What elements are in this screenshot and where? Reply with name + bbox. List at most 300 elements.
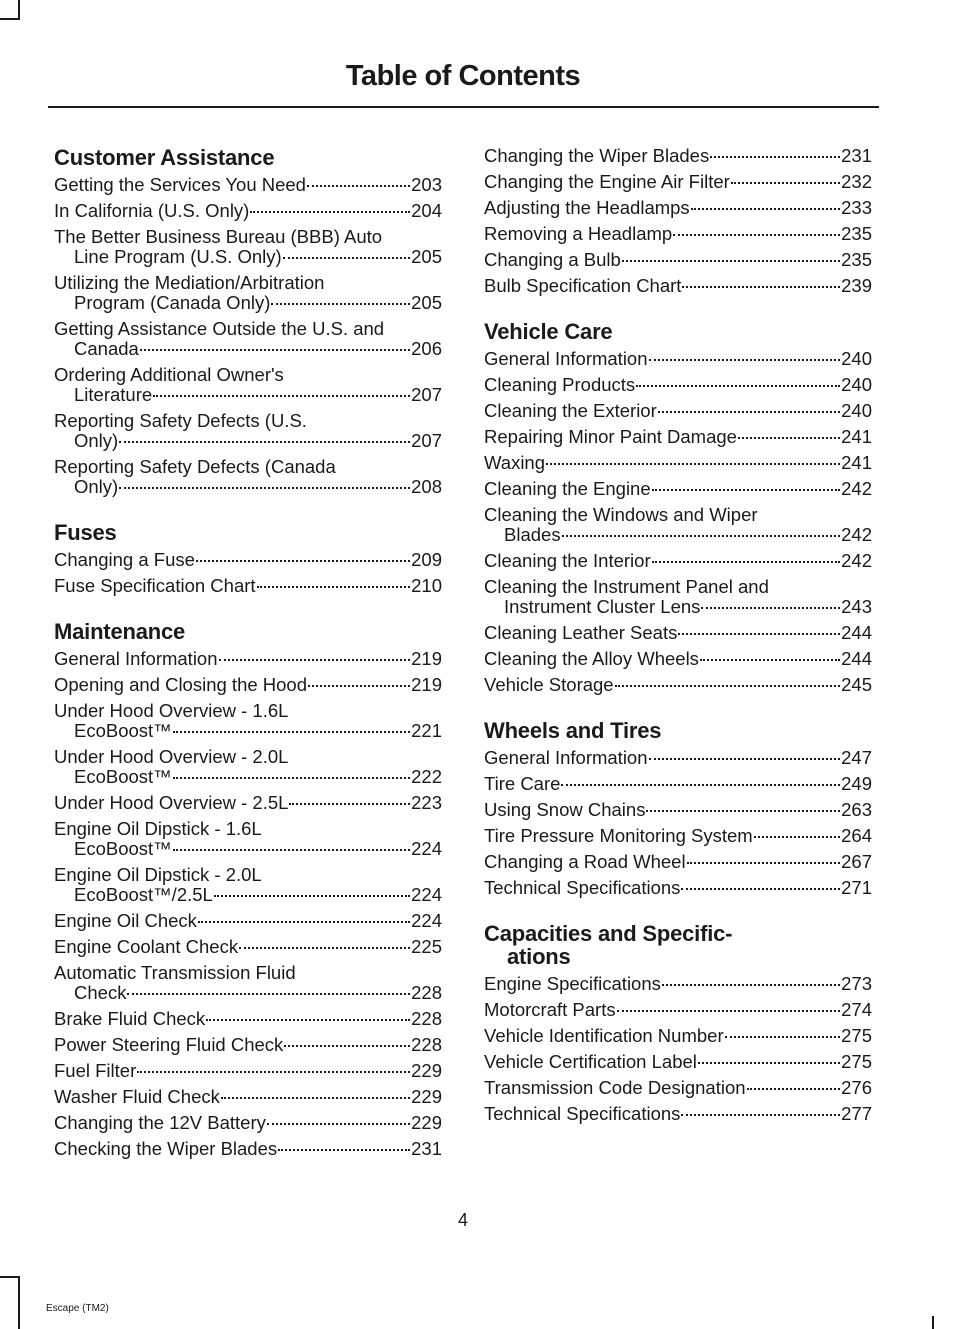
toc-entry-title: Cleaning the Interior bbox=[484, 550, 651, 571]
toc-entry-page: 219 bbox=[411, 648, 442, 669]
section-heading-text: Fuses bbox=[54, 520, 117, 545]
toc-entry-line bbox=[54, 1035, 442, 1055]
crop-mark bbox=[932, 1316, 934, 1329]
dot-leader bbox=[214, 895, 410, 897]
dot-leader bbox=[562, 535, 841, 537]
dot-leader bbox=[652, 561, 841, 563]
toc-entry-title: Only) bbox=[74, 476, 119, 497]
toc-entry-line bbox=[484, 479, 872, 499]
toc-entry[interactable] bbox=[484, 551, 872, 571]
dot-leader bbox=[691, 208, 840, 210]
toc-entry[interactable] bbox=[54, 457, 442, 497]
dot-leader bbox=[308, 685, 410, 687]
toc-entry-page: 221 bbox=[411, 720, 442, 741]
toc-entry-line bbox=[484, 623, 872, 643]
toc-entry-line bbox=[54, 339, 442, 359]
dot-leader bbox=[681, 1114, 840, 1116]
dot-leader bbox=[649, 758, 841, 760]
toc-entry-line bbox=[54, 576, 442, 596]
toc-entry-page: 207 bbox=[411, 430, 442, 451]
toc-entry-page: 206 bbox=[411, 338, 442, 359]
toc-entry-title: General Information bbox=[54, 648, 218, 669]
toc-entry-title: Technical Specifications bbox=[484, 877, 681, 898]
toc-entry[interactable] bbox=[54, 576, 442, 596]
toc-entry-page: 229 bbox=[411, 1086, 442, 1107]
toc-entry-page: 243 bbox=[841, 596, 872, 617]
dot-leader bbox=[652, 489, 840, 491]
toc-entry-page: 233 bbox=[841, 197, 872, 218]
dot-leader bbox=[682, 286, 840, 288]
toc-entry[interactable] bbox=[54, 175, 442, 195]
toc-entry[interactable] bbox=[54, 649, 442, 669]
toc-entry-title: Line Program (U.S. Only) bbox=[74, 246, 282, 267]
section-heading bbox=[484, 719, 872, 742]
toc-entry-title: Changing the Wiper Blades bbox=[484, 145, 710, 166]
toc-entry[interactable] bbox=[54, 675, 442, 695]
toc-entry-title: EcoBoost™ bbox=[74, 766, 172, 787]
toc-entry[interactable] bbox=[54, 1061, 442, 1081]
toc-entry-text: Getting Assistance Outside the U.S. and bbox=[54, 318, 385, 339]
dot-leader bbox=[283, 257, 410, 259]
toc-entry[interactable] bbox=[54, 227, 442, 267]
toc-entry-title: Cleaning the Alloy Wheels bbox=[484, 648, 699, 669]
toc-entry[interactable] bbox=[54, 550, 442, 570]
toc-entry-text: Engine Oil Dipstick - 2.0L bbox=[54, 864, 262, 885]
toc-entry-line bbox=[54, 293, 442, 313]
toc-entry[interactable] bbox=[484, 1052, 872, 1072]
toc-entry-line bbox=[484, 427, 872, 447]
section-heading-text: Capacities and Specific- bbox=[484, 921, 733, 946]
toc-entry-title: Using Snow Chains bbox=[484, 799, 646, 820]
dot-leader bbox=[622, 260, 840, 262]
page-number: 4 bbox=[457, 1210, 468, 1230]
toc-entry[interactable] bbox=[54, 319, 442, 359]
toc-entry-line bbox=[484, 597, 872, 617]
toc-entry-line bbox=[484, 800, 872, 820]
dot-leader bbox=[662, 984, 840, 986]
toc-entry-title: Canada bbox=[74, 338, 139, 359]
toc-entry-page: 225 bbox=[411, 936, 442, 957]
toc-entry-title: EcoBoost™/2.5L bbox=[74, 884, 213, 905]
page-title: Table of Contents bbox=[345, 60, 581, 92]
toc-entry[interactable] bbox=[54, 1113, 442, 1133]
toc-entry-page: 240 bbox=[841, 374, 872, 395]
toc-entry-line bbox=[484, 349, 872, 369]
toc-entry[interactable] bbox=[54, 1009, 442, 1029]
toc-entry[interactable] bbox=[484, 224, 872, 244]
title-divider bbox=[48, 106, 879, 108]
toc-entry[interactable] bbox=[484, 1026, 872, 1046]
toc-entry-title: Only) bbox=[74, 430, 119, 451]
toc-entry[interactable] bbox=[54, 963, 442, 1003]
toc-entry-page: 241 bbox=[841, 426, 872, 447]
toc-entry-title: Fuse Specification Chart bbox=[54, 575, 256, 596]
toc-entry-line bbox=[54, 247, 442, 267]
toc-entry-page: 229 bbox=[411, 1112, 442, 1133]
toc-entry[interactable] bbox=[484, 250, 872, 270]
dot-leader bbox=[267, 1123, 410, 1125]
toc-entry-page: 239 bbox=[841, 275, 872, 296]
toc-entry-page: 275 bbox=[841, 1025, 872, 1046]
toc-entry-page: 210 bbox=[411, 575, 442, 596]
toc-entry-title: Cleaning the Engine bbox=[484, 478, 651, 499]
dot-leader bbox=[140, 349, 410, 351]
toc-entry-line bbox=[484, 401, 872, 421]
toc-entry[interactable] bbox=[484, 675, 872, 695]
toc-entry-title: Removing a Headlamp bbox=[484, 223, 673, 244]
toc-entry-text: Automatic Transmission Fluid bbox=[54, 962, 296, 983]
dot-leader bbox=[636, 385, 840, 387]
toc-entry-title: In California (U.S. Only) bbox=[54, 200, 250, 221]
toc-entry-title: Cleaning Leather Seats bbox=[484, 622, 678, 643]
toc-entry[interactable] bbox=[484, 427, 872, 447]
toc-entry[interactable] bbox=[484, 1104, 872, 1124]
toc-entry-line bbox=[484, 1000, 872, 1020]
toc-entry-line bbox=[54, 550, 442, 570]
section-heading-text: Vehicle Care bbox=[484, 319, 613, 344]
dot-leader bbox=[698, 1062, 840, 1064]
toc-entry[interactable] bbox=[54, 865, 442, 905]
toc-entry-line bbox=[484, 375, 872, 395]
toc-entry-text: Reporting Safety Defects (U.S. bbox=[54, 410, 307, 431]
toc-entry-page: 232 bbox=[841, 171, 872, 192]
dot-leader bbox=[239, 947, 410, 949]
toc-entry-title: EcoBoost™ bbox=[74, 838, 172, 859]
toc-entry-title: Technical Specifications bbox=[484, 1103, 681, 1124]
dot-leader bbox=[307, 185, 410, 187]
toc-entry[interactable] bbox=[484, 577, 872, 617]
dot-leader bbox=[119, 441, 410, 443]
toc-entry[interactable] bbox=[484, 172, 872, 192]
toc-entry-line bbox=[484, 774, 872, 794]
toc-entry-title: Instrument Cluster Lens bbox=[504, 596, 701, 617]
toc-entry-line bbox=[484, 1052, 872, 1072]
toc-entry-page: 235 bbox=[841, 223, 872, 244]
dot-leader bbox=[219, 659, 411, 661]
toc-entry-title: Changing a Fuse bbox=[54, 549, 195, 570]
toc-entry-text: Engine Oil Dipstick - 1.6L bbox=[54, 818, 262, 839]
toc-entry[interactable] bbox=[484, 349, 872, 369]
section-heading bbox=[484, 320, 872, 343]
toc-entry-page: 277 bbox=[841, 1103, 872, 1124]
dot-leader bbox=[561, 784, 840, 786]
toc-entry[interactable] bbox=[484, 146, 872, 166]
toc-entry-title: Under Hood Overview - 2.5L bbox=[54, 792, 289, 813]
toc-section bbox=[54, 521, 442, 596]
dot-leader bbox=[615, 685, 841, 687]
toc-entry-line bbox=[54, 911, 442, 931]
dot-leader bbox=[738, 437, 840, 439]
toc-entry-page: 219 bbox=[411, 674, 442, 695]
dot-leader bbox=[710, 156, 840, 158]
crop-mark bbox=[18, 0, 20, 20]
toc-entry-title: Blades bbox=[504, 524, 561, 545]
toc-entry[interactable] bbox=[54, 747, 442, 787]
toc-entry-title: Getting the Services You Need bbox=[54, 174, 306, 195]
toc-entry-line bbox=[484, 198, 872, 218]
toc-entry-page: 231 bbox=[841, 145, 872, 166]
dot-leader bbox=[206, 1019, 410, 1021]
toc-entry[interactable] bbox=[484, 401, 872, 421]
toc-entry[interactable] bbox=[484, 453, 872, 473]
toc-entry-page: 205 bbox=[411, 292, 442, 313]
toc-entry-page: 231 bbox=[411, 1138, 442, 1159]
toc-entry-title: Changing a Bulb bbox=[484, 249, 621, 270]
toc-entry[interactable] bbox=[484, 276, 872, 296]
dot-leader bbox=[687, 862, 841, 864]
toc-entry-title: Repairing Minor Paint Damage bbox=[484, 426, 737, 447]
toc-entry-page: 276 bbox=[841, 1077, 872, 1098]
toc-entry-page: 267 bbox=[841, 851, 872, 872]
toc-entry-line bbox=[484, 852, 872, 872]
footer-model-label: Escape (TM2) bbox=[46, 1303, 109, 1314]
toc-entry-line bbox=[54, 793, 442, 813]
toc-entry-title: Checking the Wiper Blades bbox=[54, 1138, 278, 1159]
toc-entry-page: 247 bbox=[841, 747, 872, 768]
toc-entry[interactable] bbox=[484, 826, 872, 846]
dot-leader bbox=[649, 359, 841, 361]
toc-entry[interactable] bbox=[484, 505, 872, 545]
toc-entry-line bbox=[54, 839, 442, 859]
toc-entry-line bbox=[484, 453, 872, 473]
dot-leader bbox=[119, 487, 410, 489]
toc-entry-line bbox=[54, 1139, 442, 1159]
toc-entry-line bbox=[484, 224, 872, 244]
toc-entry-title: Cleaning Products bbox=[484, 374, 636, 395]
dot-leader bbox=[725, 1036, 841, 1038]
toc-section bbox=[484, 719, 872, 898]
dot-leader bbox=[221, 1097, 410, 1099]
toc-section bbox=[54, 146, 442, 497]
toc-section bbox=[484, 922, 872, 1124]
toc-entry-page: 207 bbox=[411, 384, 442, 405]
toc-entry-line bbox=[484, 276, 872, 296]
toc-entry[interactable] bbox=[54, 1035, 442, 1055]
dot-leader bbox=[137, 1071, 410, 1073]
toc-entry-page: 205 bbox=[411, 246, 442, 267]
toc-entry-title: Fuel Filter bbox=[54, 1060, 137, 1081]
toc-entry-line bbox=[54, 675, 442, 695]
toc-entry-page: 244 bbox=[841, 622, 872, 643]
toc-section bbox=[54, 620, 442, 1159]
toc-entry-page: 242 bbox=[841, 550, 872, 571]
dot-leader bbox=[196, 560, 410, 562]
toc-entry-line bbox=[484, 826, 872, 846]
toc-entry-title: Power Steering Fluid Check bbox=[54, 1034, 284, 1055]
toc-entry[interactable] bbox=[484, 774, 872, 794]
toc-entry-title: Washer Fluid Check bbox=[54, 1086, 220, 1107]
toc-entry-title: Engine Coolant Check bbox=[54, 936, 239, 957]
toc-entry-title: General Information bbox=[484, 348, 648, 369]
toc-entry-line bbox=[54, 431, 442, 451]
toc-entry[interactable] bbox=[484, 852, 872, 872]
toc-entry-page: 208 bbox=[411, 476, 442, 497]
toc-entry-page: 235 bbox=[841, 249, 872, 270]
toc-entry-page: 228 bbox=[411, 1034, 442, 1055]
crop-mark bbox=[18, 1316, 20, 1329]
toc-entry-text: Under Hood Overview - 2.0L bbox=[54, 746, 289, 767]
toc-entry-page: 242 bbox=[841, 478, 872, 499]
toc-entry[interactable] bbox=[54, 819, 442, 859]
toc-entry-line bbox=[54, 1061, 442, 1081]
toc-entry-line bbox=[484, 1104, 872, 1124]
toc-entry-title: Vehicle Certification Label bbox=[484, 1051, 697, 1072]
toc-entry[interactable] bbox=[54, 1087, 442, 1107]
toc-entry-line bbox=[54, 937, 442, 957]
dot-leader bbox=[700, 659, 840, 661]
section-heading bbox=[484, 922, 872, 968]
toc-entry-page: 273 bbox=[841, 973, 872, 994]
dot-leader bbox=[173, 777, 410, 779]
toc-entry-title: Check bbox=[74, 982, 127, 1003]
dot-leader bbox=[678, 633, 840, 635]
toc-entry-page: 228 bbox=[411, 982, 442, 1003]
toc-entry-text: Reporting Safety Defects (Canada bbox=[54, 456, 336, 477]
toc-entry[interactable] bbox=[54, 911, 442, 931]
dot-leader bbox=[681, 888, 840, 890]
dot-leader bbox=[546, 463, 840, 465]
toc-entry-line bbox=[484, 675, 872, 695]
toc-entry[interactable] bbox=[54, 365, 442, 405]
toc-entry[interactable] bbox=[54, 793, 442, 813]
toc-entry-page: 224 bbox=[411, 910, 442, 931]
toc-entry-line bbox=[54, 385, 442, 405]
section-heading-continuation: ations bbox=[507, 944, 571, 969]
crop-mark bbox=[18, 1276, 20, 1316]
toc-entry-line bbox=[54, 983, 442, 1003]
toc-entry[interactable] bbox=[484, 1000, 872, 1020]
dot-leader bbox=[747, 1088, 841, 1090]
toc-entry-title: Vehicle Identification Number bbox=[484, 1025, 724, 1046]
toc-entry[interactable] bbox=[484, 375, 872, 395]
toc-entry-page: 209 bbox=[411, 549, 442, 570]
dot-leader bbox=[278, 1149, 410, 1151]
toc-entry[interactable] bbox=[484, 479, 872, 499]
toc-entry-title: Engine Oil Check bbox=[54, 910, 197, 931]
toc-entry[interactable] bbox=[484, 878, 872, 898]
toc-entry-line bbox=[484, 551, 872, 571]
toc-entry-title: Tire Pressure Monitoring System bbox=[484, 825, 753, 846]
toc-entry[interactable] bbox=[484, 649, 872, 669]
toc-entry-title: General Information bbox=[484, 747, 648, 768]
toc-entry-line bbox=[484, 1078, 872, 1098]
toc-section bbox=[484, 320, 872, 695]
dot-leader bbox=[257, 586, 411, 588]
toc-entry-line bbox=[54, 767, 442, 787]
toc-entry-title: Literature bbox=[74, 384, 153, 405]
toc-entry-title: Bulb Specification Chart bbox=[484, 275, 682, 296]
toc-entry[interactable] bbox=[484, 1078, 872, 1098]
toc-entry-page: 244 bbox=[841, 648, 872, 669]
toc-entry-page: 224 bbox=[411, 838, 442, 859]
toc-entry-line bbox=[484, 974, 872, 994]
toc-entry-page: 204 bbox=[411, 200, 442, 221]
toc-entry-line bbox=[54, 175, 442, 195]
dot-leader bbox=[284, 1045, 410, 1047]
section-heading bbox=[54, 521, 442, 544]
toc-right-column bbox=[484, 146, 872, 1148]
toc-entry-line bbox=[484, 878, 872, 898]
dot-leader bbox=[289, 803, 410, 805]
toc-entry-page: 271 bbox=[841, 877, 872, 898]
toc-entry-title: Motorcraft Parts bbox=[484, 999, 616, 1020]
toc-entry-title: Waxing bbox=[484, 452, 546, 473]
toc-entry[interactable] bbox=[54, 411, 442, 451]
section-heading bbox=[54, 620, 442, 643]
toc-entry-text: Utilizing the Mediation/Arbitration bbox=[54, 272, 325, 293]
dot-leader bbox=[173, 849, 410, 851]
toc-entry-text: Cleaning the Instrument Panel and bbox=[484, 576, 769, 597]
toc-entry[interactable] bbox=[54, 273, 442, 313]
toc-entry[interactable] bbox=[54, 701, 442, 741]
toc-entry[interactable] bbox=[484, 198, 872, 218]
toc-entry-page: 275 bbox=[841, 1051, 872, 1072]
toc-entry-text: Cleaning the Windows and Wiper bbox=[484, 504, 758, 525]
toc-entry-page: 241 bbox=[841, 452, 872, 473]
toc-entry-line bbox=[484, 649, 872, 669]
dot-leader bbox=[658, 411, 840, 413]
toc-entry-title: Cleaning the Exterior bbox=[484, 400, 657, 421]
toc-section bbox=[484, 146, 872, 296]
toc-entry-line bbox=[484, 146, 872, 166]
dot-leader bbox=[673, 234, 840, 236]
toc-entry-line bbox=[484, 172, 872, 192]
toc-entry-page: 203 bbox=[411, 174, 442, 195]
toc-entry-page: 263 bbox=[841, 799, 872, 820]
section-heading-text: Customer Assistance bbox=[54, 145, 275, 170]
dot-leader bbox=[198, 921, 410, 923]
toc-entry-line bbox=[54, 477, 442, 497]
dot-leader bbox=[153, 395, 410, 397]
toc-entry-title: Adjusting the Headlamps bbox=[484, 197, 690, 218]
toc-left-column bbox=[54, 146, 442, 1183]
dot-leader bbox=[127, 993, 410, 995]
toc-entry-page: 242 bbox=[841, 524, 872, 545]
toc-entry-line bbox=[54, 201, 442, 221]
toc-entry-title: Engine Specifications bbox=[484, 973, 661, 994]
toc-entry-page: 274 bbox=[841, 999, 872, 1020]
toc-entry-line bbox=[54, 721, 442, 741]
dot-leader bbox=[754, 836, 840, 838]
toc-entry[interactable] bbox=[484, 748, 872, 768]
toc-entry-title: Program (Canada Only) bbox=[74, 292, 271, 313]
toc-entry-title: Transmission Code Designation bbox=[484, 1077, 746, 1098]
dot-leader bbox=[271, 303, 410, 305]
toc-entry-title: Brake Fluid Check bbox=[54, 1008, 206, 1029]
dot-leader bbox=[646, 810, 840, 812]
crop-mark bbox=[0, 1276, 20, 1278]
toc-entry[interactable] bbox=[54, 1139, 442, 1159]
toc-entry-line bbox=[484, 748, 872, 768]
toc-entry-line bbox=[54, 1009, 442, 1029]
toc-entry-page: 264 bbox=[841, 825, 872, 846]
toc-entry[interactable] bbox=[54, 201, 442, 221]
toc-entry-page: 224 bbox=[411, 884, 442, 905]
toc-entry-title: Changing the Engine Air Filter bbox=[484, 171, 730, 192]
toc-entry[interactable] bbox=[54, 937, 442, 957]
toc-entry-page: 223 bbox=[411, 792, 442, 813]
toc-entry[interactable] bbox=[484, 974, 872, 994]
dot-leader bbox=[250, 211, 410, 213]
toc-entry-line bbox=[54, 1087, 442, 1107]
toc-entry-page: 228 bbox=[411, 1008, 442, 1029]
toc-entry-line bbox=[484, 250, 872, 270]
toc-entry-page: 245 bbox=[841, 674, 872, 695]
toc-entry[interactable] bbox=[484, 623, 872, 643]
toc-entry[interactable] bbox=[484, 800, 872, 820]
crop-mark bbox=[0, 18, 20, 20]
dot-leader bbox=[617, 1010, 841, 1012]
